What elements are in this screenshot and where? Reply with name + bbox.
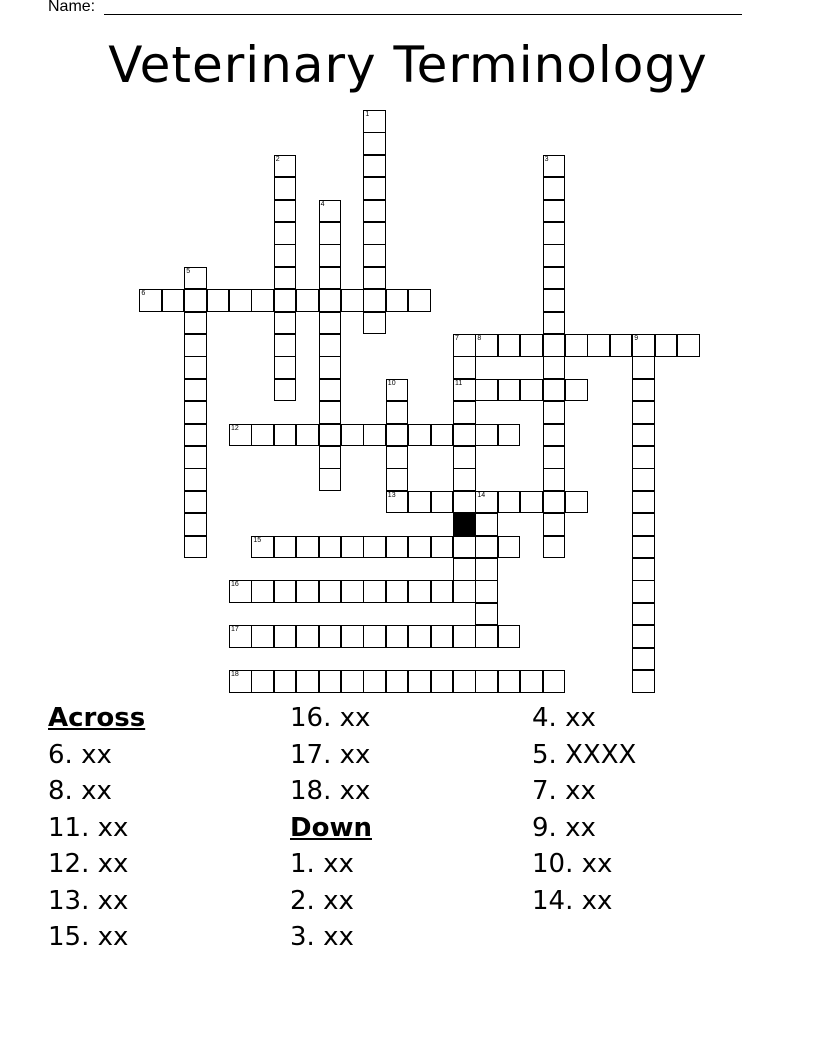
clue-number-label: 10	[387, 379, 396, 387]
crossword-cell[interactable]	[319, 670, 342, 693]
clue-down-4: 4. xx	[532, 703, 596, 733]
clue-number-label: 6	[141, 290, 146, 298]
crossword-cell[interactable]	[229, 670, 252, 693]
crossword-cell[interactable]	[632, 670, 655, 693]
crossword-cell[interactable]	[274, 670, 297, 693]
crossword-cell[interactable]	[543, 200, 566, 223]
down-heading: Down	[290, 812, 372, 843]
crossword-cell[interactable]	[386, 379, 409, 402]
crossword-cell[interactable]	[632, 468, 655, 491]
crossword-cell[interactable]	[587, 334, 610, 357]
crossword-cell[interactable]	[453, 401, 476, 424]
crossword-cell[interactable]	[251, 580, 274, 603]
crossword-cell[interactable]	[431, 424, 454, 447]
crossword-cell[interactable]	[274, 424, 297, 447]
crossword-cell[interactable]	[319, 468, 342, 491]
crossword-cell[interactable]	[498, 334, 521, 357]
crossword-cell[interactable]	[453, 536, 476, 559]
crossword-cell[interactable]	[408, 491, 431, 514]
crossword-cell[interactable]	[453, 356, 476, 379]
crossword-cell[interactable]	[251, 536, 274, 559]
clue-down-1: 1. xx	[290, 849, 354, 879]
crossword-cell[interactable]	[319, 312, 342, 335]
page-title: Veterinary Terminology	[108, 36, 708, 94]
crossword-cell[interactable]	[453, 625, 476, 648]
crossword-cell[interactable]	[184, 267, 207, 290]
crossword-cell[interactable]	[475, 491, 498, 514]
crossword-cell[interactable]	[319, 625, 342, 648]
crossword-cell[interactable]	[475, 334, 498, 357]
crossword-cell[interactable]	[386, 446, 409, 469]
crossword-cell[interactable]	[475, 670, 498, 693]
crossword-cell[interactable]	[408, 670, 431, 693]
crossword-cell[interactable]	[453, 558, 476, 581]
clue-number-label: 12	[231, 424, 239, 432]
clue-down-3: 3. xx	[290, 922, 354, 952]
crossword-cell[interactable]	[632, 536, 655, 559]
crossword-cell[interactable]	[453, 468, 476, 491]
crossword-cell[interactable]	[274, 536, 297, 559]
clue-down-9: 9. xx	[532, 812, 596, 843]
crossword-cell[interactable]	[386, 491, 409, 514]
crossword-cell[interactable]	[498, 491, 521, 514]
crossword-cell[interactable]	[363, 155, 386, 178]
crossword-cell[interactable]	[520, 379, 543, 402]
crossword-cell[interactable]	[319, 580, 342, 603]
clue-number-label: 9	[634, 335, 639, 342]
crossword-cell[interactable]	[296, 580, 319, 603]
crossword-cell[interactable]	[632, 491, 655, 514]
crossword-cell[interactable]	[475, 513, 498, 536]
crossword-cell[interactable]	[520, 491, 543, 514]
crossword-cell[interactable]	[453, 446, 476, 469]
crossword-cell[interactable]	[431, 491, 454, 514]
crossword-cell[interactable]	[543, 491, 566, 514]
crossword-cell[interactable]	[632, 334, 655, 357]
clue-column-1	[48, 700, 288, 956]
crossword-cell[interactable]	[363, 670, 386, 693]
crossword-cell[interactable]	[543, 536, 566, 559]
crossword-cell[interactable]	[274, 200, 297, 223]
crossword-cell[interactable]	[184, 334, 207, 357]
crossword-cell[interactable]	[184, 536, 207, 559]
crossword-cell[interactable]	[296, 536, 319, 559]
crossword-cell[interactable]	[296, 289, 319, 312]
crossword-cell[interactable]	[251, 670, 274, 693]
crossword-cell[interactable]	[431, 580, 454, 603]
crossword-cell[interactable]	[498, 670, 521, 693]
crossword-cell[interactable]	[184, 424, 207, 447]
crossword-cell[interactable]	[632, 424, 655, 447]
clue-across-11: 11. xx	[48, 812, 129, 843]
crossword-cell[interactable]	[431, 625, 454, 648]
crossword-cell[interactable]	[229, 625, 252, 648]
crossword-cell[interactable]	[274, 379, 297, 402]
clue-number-label: 11	[455, 379, 463, 387]
crossword-cell[interactable]	[386, 401, 409, 424]
crossword-cell[interactable]	[498, 625, 521, 648]
crossword-cell[interactable]	[543, 177, 566, 200]
crossword-cell[interactable]	[363, 580, 386, 603]
crossword-cell[interactable]	[274, 222, 297, 245]
crossword-cell[interactable]	[632, 625, 655, 648]
clue-number-label: 5	[186, 267, 191, 275]
crossword-cell[interactable]	[184, 468, 207, 491]
crossword-cell[interactable]	[319, 244, 342, 267]
crossword-cell[interactable]	[341, 625, 364, 648]
crossword-cell[interactable]	[274, 356, 297, 379]
crossword-black-cell	[453, 513, 476, 536]
clue-number-label: 17	[231, 626, 239, 634]
crossword-cell[interactable]	[274, 312, 297, 335]
crossword-cell[interactable]	[543, 222, 566, 245]
crossword-cell[interactable]	[363, 177, 386, 200]
crossword-cell[interactable]	[184, 513, 207, 536]
crossword-cell[interactable]	[543, 289, 566, 312]
clue-down-7: 7. xx	[532, 776, 596, 806]
crossword-cell[interactable]	[184, 379, 207, 402]
clue-number-label: 15	[253, 536, 262, 544]
crossword-cell[interactable]	[632, 558, 655, 581]
crossword-cell[interactable]	[431, 536, 454, 559]
crossword-cell[interactable]	[319, 536, 342, 559]
crossword-cell[interactable]	[565, 491, 588, 514]
crossword-cell[interactable]	[475, 424, 498, 447]
crossword-cell[interactable]	[363, 312, 386, 335]
crossword-cell[interactable]	[543, 244, 566, 267]
crossword-cell[interactable]	[274, 334, 297, 357]
crossword-cell[interactable]	[184, 289, 207, 312]
crossword-cell[interactable]	[475, 536, 498, 559]
crossword-cell[interactable]	[543, 334, 566, 357]
crossword-cell[interactable]	[251, 289, 274, 312]
crossword-cell[interactable]	[632, 356, 655, 379]
crossword-cell[interactable]	[251, 625, 274, 648]
crossword-cell[interactable]	[341, 670, 364, 693]
crossword-cell[interactable]	[475, 580, 498, 603]
clue-number-label: 13	[387, 491, 396, 499]
crossword-cell[interactable]	[229, 580, 252, 603]
crossword-cell[interactable]	[632, 603, 655, 626]
crossword-cell[interactable]	[363, 289, 386, 312]
crossword-cell[interactable]	[274, 625, 297, 648]
crossword-cell[interactable]	[408, 580, 431, 603]
clue-number-label: 8	[477, 335, 482, 342]
clue-down-2: 2. xx	[290, 885, 354, 916]
crossword-cell[interactable]	[319, 289, 342, 312]
crossword-cell[interactable]	[229, 289, 252, 312]
crossword-cell[interactable]	[632, 379, 655, 402]
crossword-cell[interactable]	[341, 289, 364, 312]
crossword-cell[interactable]	[677, 334, 700, 357]
clue-column-3	[532, 700, 772, 919]
crossword-cell[interactable]	[341, 536, 364, 559]
crossword-cell[interactable]	[543, 513, 566, 536]
crossword-cell[interactable]	[363, 200, 386, 223]
clue-number-label: 4	[320, 200, 325, 208]
crossword-cell[interactable]	[543, 155, 566, 178]
crossword-cell[interactable]	[341, 580, 364, 603]
crossword-cell[interactable]	[565, 379, 588, 402]
crossword-cell[interactable]	[543, 670, 566, 693]
crossword-cell[interactable]	[655, 334, 678, 357]
crossword-cell[interactable]	[296, 424, 319, 447]
crossword-cell[interactable]	[274, 244, 297, 267]
crossword-cell[interactable]	[453, 424, 476, 447]
crossword-cell[interactable]	[386, 536, 409, 559]
crossword-cell[interactable]	[543, 468, 566, 491]
crossword-cell[interactable]	[251, 424, 274, 447]
crossword-cell[interactable]	[498, 379, 521, 402]
crossword-cell[interactable]	[408, 424, 431, 447]
crossword-cell[interactable]	[565, 334, 588, 357]
clue-across-6: 6. xx	[48, 739, 112, 770]
crossword-cell[interactable]	[184, 356, 207, 379]
crossword-cell[interactable]	[632, 513, 655, 536]
crossword-cell[interactable]	[408, 536, 431, 559]
crossword-cell[interactable]	[543, 446, 566, 469]
crossword-cell[interactable]	[386, 580, 409, 603]
crossword-cell[interactable]	[319, 424, 342, 447]
crossword-cell[interactable]	[498, 536, 521, 559]
clue-number-label: 2	[275, 155, 280, 163]
crossword-cell[interactable]	[363, 244, 386, 267]
crossword-cell[interactable]	[453, 379, 476, 402]
clue-number-label: 18	[231, 671, 239, 678]
crossword-cell[interactable]	[274, 155, 297, 178]
crossword-cell[interactable]	[520, 670, 543, 693]
crossword-cell[interactable]	[498, 424, 521, 447]
crossword-cell[interactable]	[386, 468, 409, 491]
crossword-cell[interactable]	[475, 603, 498, 626]
crossword-cell[interactable]	[341, 424, 364, 447]
crossword-cell[interactable]	[229, 424, 252, 447]
crossword-cell[interactable]	[543, 424, 566, 447]
clue-number-label: 1	[365, 111, 370, 118]
crossword-cell[interactable]	[319, 222, 342, 245]
crossword-cell[interactable]	[475, 379, 498, 402]
crossword-cell[interactable]	[543, 312, 566, 335]
crossword-cell[interactable]	[543, 267, 566, 290]
crossword-cell[interactable]	[408, 289, 431, 312]
clue-down-10: 10. xx	[532, 849, 613, 879]
clue-number-label: 7	[455, 335, 459, 342]
crossword-cell[interactable]	[453, 334, 476, 357]
crossword-cell[interactable]	[274, 177, 297, 200]
crossword-cell[interactable]	[274, 580, 297, 603]
crossword-cell[interactable]	[363, 536, 386, 559]
crossword-cell[interactable]	[386, 289, 409, 312]
crossword-cell[interactable]	[184, 491, 207, 514]
crossword-cell[interactable]	[296, 625, 319, 648]
crossword-cell[interactable]	[431, 670, 454, 693]
crossword-cell[interactable]	[453, 491, 476, 514]
crossword-cell[interactable]	[408, 625, 431, 648]
clue-number-label: 3	[544, 155, 549, 163]
crossword-cell[interactable]	[184, 401, 207, 424]
clue-down-14: 14. xx	[532, 885, 613, 916]
crossword-cell[interactable]	[543, 356, 566, 379]
clue-across-8: 8. xx	[48, 776, 112, 806]
clue-across-17: 17. xx	[290, 739, 371, 770]
crossword-cell[interactable]	[207, 289, 230, 312]
clue-across-12: 12. xx	[48, 849, 129, 879]
crossword-cell[interactable]	[139, 289, 162, 312]
crossword-cell[interactable]	[543, 401, 566, 424]
clue-across-16: 16. xx	[290, 703, 371, 733]
crossword-cell[interactable]	[632, 401, 655, 424]
crossword-cell[interactable]	[363, 222, 386, 245]
crossword-cell[interactable]	[363, 267, 386, 290]
crossword-cell[interactable]	[632, 648, 655, 671]
crossword-cell[interactable]	[319, 446, 342, 469]
clue-across-15: 15. xx	[48, 922, 129, 952]
crossword-cell[interactable]	[274, 267, 297, 290]
crossword-cell[interactable]	[475, 625, 498, 648]
crossword-cell[interactable]	[184, 446, 207, 469]
clue-number-label: 16	[231, 581, 239, 589]
crossword-cell[interactable]	[520, 334, 543, 357]
crossword-cell[interactable]	[386, 670, 409, 693]
crossword-cell[interactable]	[319, 379, 342, 402]
crossword-cell[interactable]	[319, 401, 342, 424]
crossword-cell[interactable]	[162, 289, 185, 312]
crossword-cell[interactable]	[453, 670, 476, 693]
crossword-cell[interactable]	[319, 267, 342, 290]
crossword-cell[interactable]	[296, 670, 319, 693]
crossword-cell[interactable]	[319, 356, 342, 379]
name-label: Name:	[48, 0, 96, 15]
crossword-cell[interactable]	[363, 424, 386, 447]
clue-column-2	[290, 700, 530, 956]
crossword-cell[interactable]	[386, 424, 409, 447]
clue-down-5: 5. XXXX	[532, 739, 637, 770]
crossword-cell[interactable]	[319, 200, 342, 223]
clue-number-label: 14	[477, 491, 486, 499]
crossword-cell[interactable]	[475, 558, 498, 581]
crossword-cell[interactable]	[632, 446, 655, 469]
across-heading: Across	[48, 703, 146, 733]
crossword-cell[interactable]	[363, 625, 386, 648]
crossword-cell[interactable]	[363, 132, 386, 155]
crossword-cell[interactable]	[632, 580, 655, 603]
crossword-cell[interactable]	[274, 289, 297, 312]
crossword-cell[interactable]	[386, 625, 409, 648]
crossword-cell[interactable]	[363, 110, 386, 133]
clue-across-18: 18. xx	[290, 776, 371, 806]
crossword-cell[interactable]	[543, 379, 566, 402]
crossword-cell[interactable]	[610, 334, 633, 357]
clue-across-13: 13. xx	[48, 885, 129, 916]
crossword-cell[interactable]	[453, 580, 476, 603]
crossword-cell[interactable]	[184, 312, 207, 335]
crossword-cell[interactable]	[319, 334, 342, 357]
